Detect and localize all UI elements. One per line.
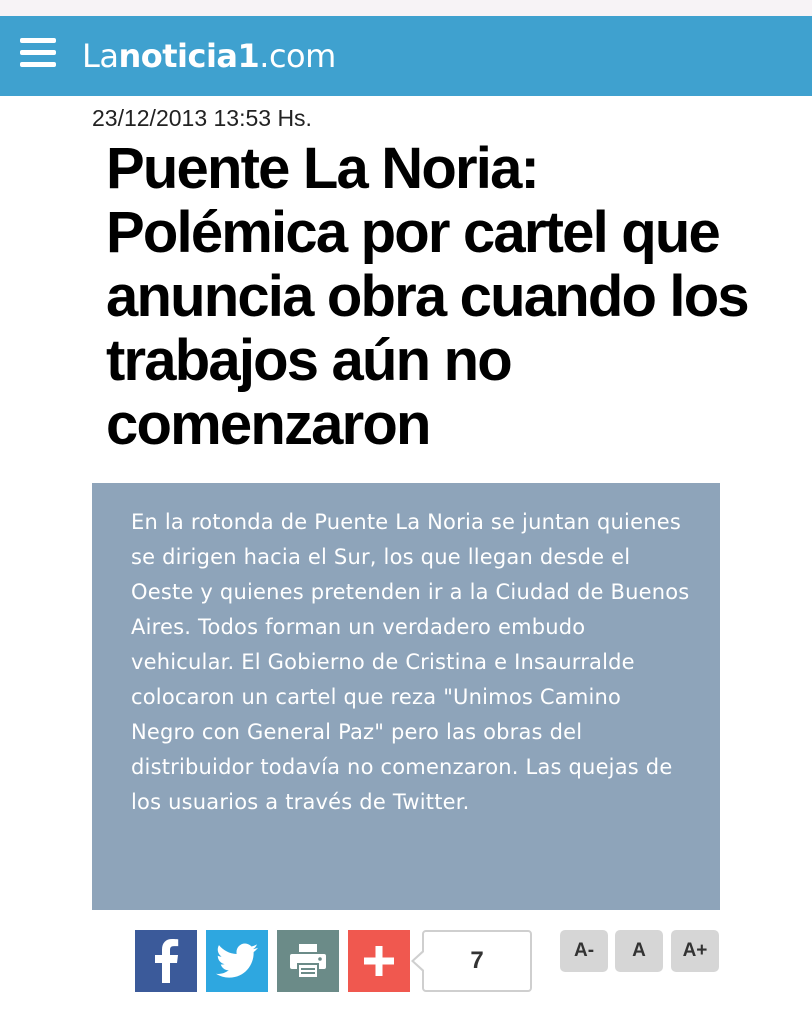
twitter-icon — [216, 943, 258, 979]
logo-suffix: .com — [259, 37, 336, 75]
site-header — [0, 16, 812, 96]
share-count: 7 — [470, 947, 484, 974]
print-icon — [290, 944, 326, 978]
share-counter — [410, 930, 532, 992]
normal-font-button[interactable]: A — [615, 930, 663, 972]
article-headline: Puente La Noria: Polémica por cartel que anuncia obra cuando los trabajos aún no comenzaron — [106, 136, 748, 457]
facebook-share-button[interactable] — [135, 930, 197, 992]
share-count-box — [422, 930, 532, 992]
hamburger-menu-icon[interactable] — [20, 38, 56, 68]
more-share-button[interactable] — [348, 930, 410, 992]
facebook-icon — [151, 939, 181, 983]
article-dateline: 23/12/2013 13:53 Hs. — [92, 105, 312, 131]
logo-name: noticia1 — [118, 37, 260, 75]
article-summary: En la rotonda de Puente La Noria se juntan quienes se dirigen hacia el Sur, los que llegan desde el Oeste y quienes pretenden ir a la Ciudad de Buenos Aires. Todos forman un verdadero embudo vehicular. El Gobierno de Cristina e Insaurralde colocaron un cartel que reza "Unimos Camino Negro con General Paz" pero las obras del distribuidor todavía no comenzaron. Las quejas de los usuarios a través de Twitter. — [131, 510, 690, 814]
menu-bar — [20, 50, 56, 55]
plus-icon — [364, 946, 394, 976]
top-strip — [0, 0, 812, 16]
menu-bar — [20, 38, 56, 43]
site-logo[interactable] — [82, 36, 336, 76]
increase-font-button[interactable]: A+ — [671, 930, 719, 972]
twitter-share-button[interactable] — [206, 930, 268, 992]
logo-prefix: La — [82, 37, 119, 75]
menu-bar — [20, 62, 56, 67]
counter-pointer-fill — [414, 952, 424, 970]
decrease-font-button[interactable]: A- — [560, 930, 608, 972]
print-button[interactable] — [277, 930, 339, 992]
